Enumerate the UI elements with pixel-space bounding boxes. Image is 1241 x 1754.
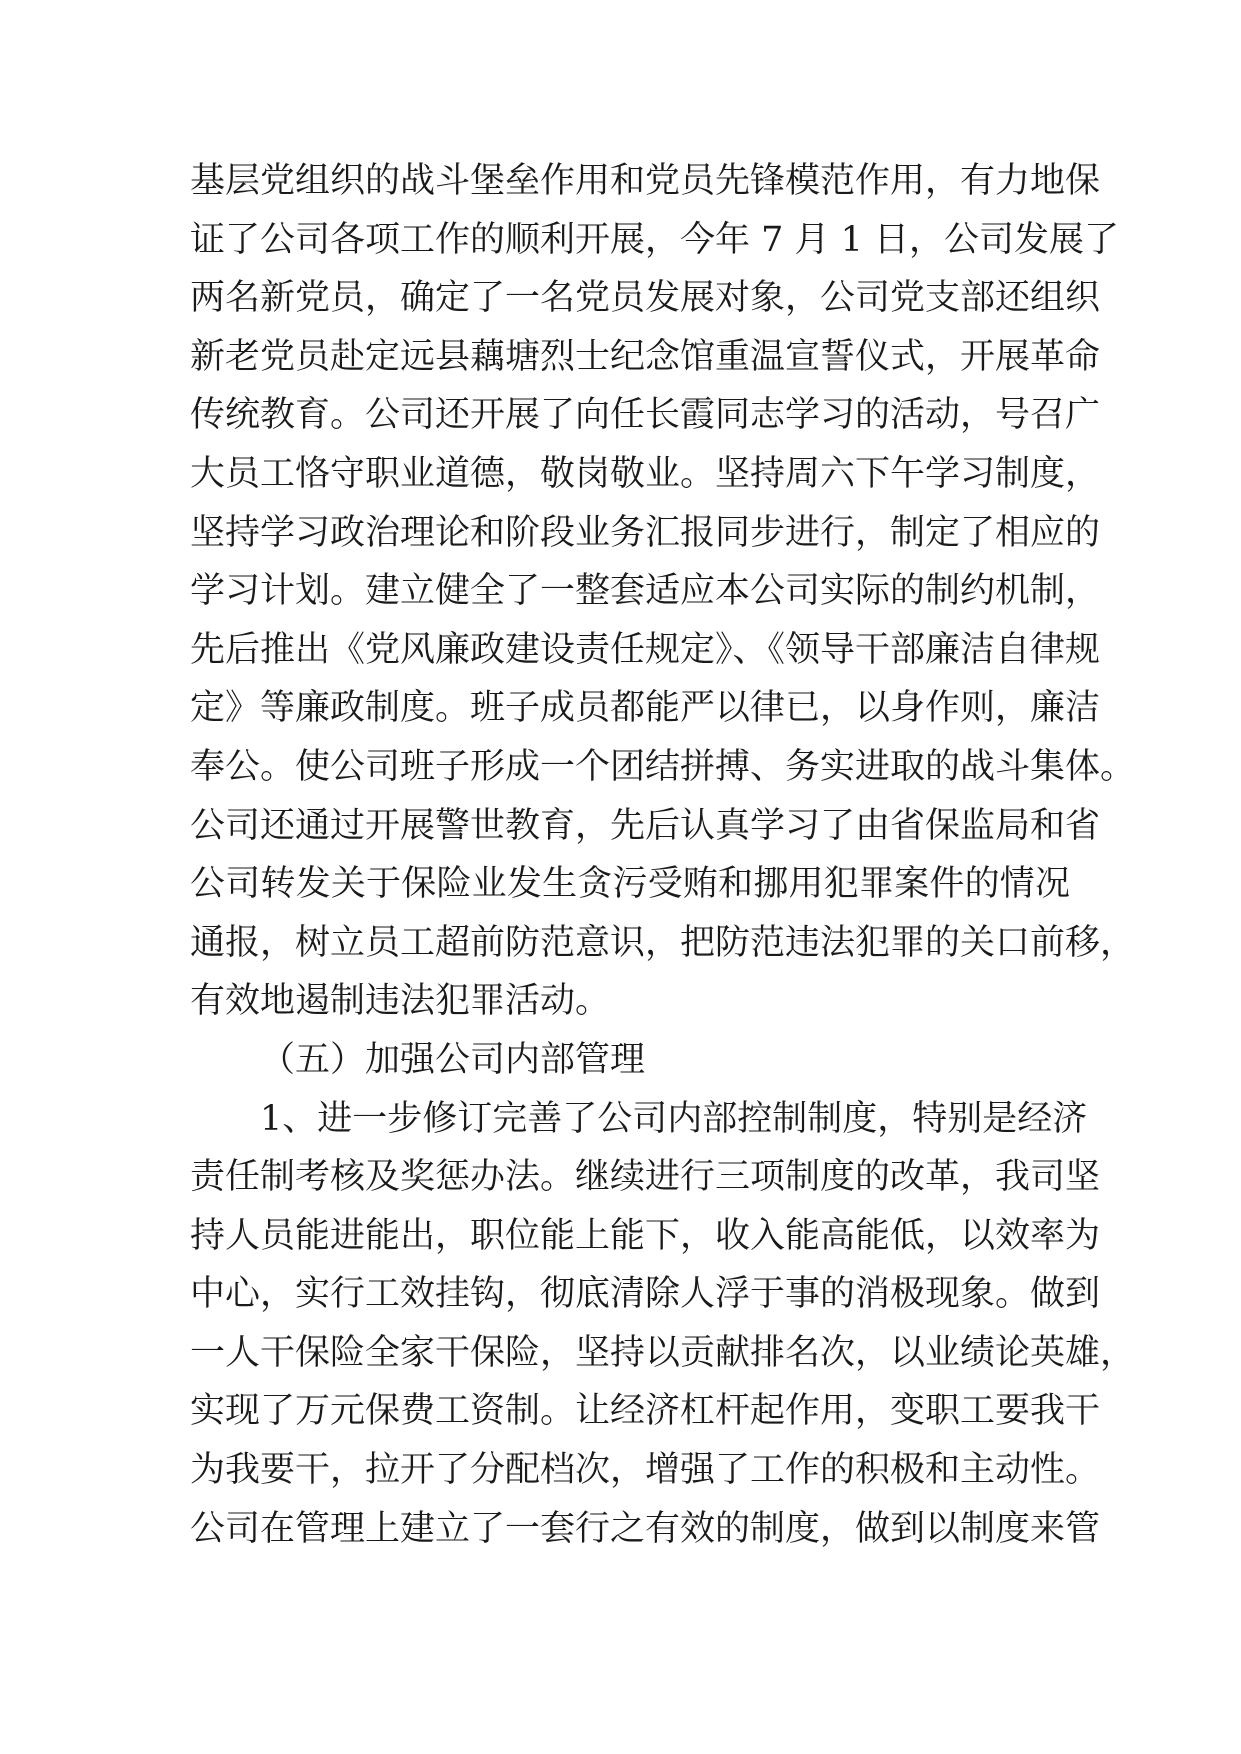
text-line: 两名新党员，确定了一名党员发展对象，公司党支部还组织	[190, 278, 1101, 319]
text-line: 公司转发关于保险业发生贪污受贿和挪用犯罪案件的情况	[190, 864, 1070, 905]
text-line: 证了公司各项工作的顺利开展，今年 7 月 1 日，公司发展了	[190, 219, 1120, 260]
text-line: 新老党员赴定远县藕塘烈士纪念馆重温宣誓仪式，开展革命	[190, 336, 1101, 377]
text-line: 大员工恪守职业道德，敬岗敬业。坚持周六下午学习制度，	[190, 453, 1101, 494]
text-line: 奉公。使公司班子形成一个团结拼搏、务实进取的战斗集体。	[190, 746, 1136, 787]
section-heading	[190, 1031, 1070, 1090]
text-line: 有效地遏制违法犯罪活动。	[190, 981, 611, 1022]
paragraph-party-building	[190, 152, 1136, 1031]
text-line: 公司还通过开展警世教育，先后认真学习了由省保监局和省	[190, 805, 1101, 846]
text-line: 通报，树立员工超前防范意识，把防范违法犯罪的关口前移，	[190, 922, 1136, 963]
text-line: 一人干保险全家干保险，坚持以贡献排名次，以业绩论英雄，	[190, 1332, 1136, 1373]
text-line: 传统教育。公司还开展了向任长霞同志学习的活动，号召广	[190, 395, 1101, 436]
text-line: 为我要干，拉开了分配档次，增强了工作的积极和主动性。	[190, 1450, 1101, 1491]
text-line: 坚持学习政治理论和阶段业务汇报同步进行，制定了相应的	[190, 512, 1101, 553]
text-line: 基层党组织的战斗堡垒作用和党员先锋模范作用，有力地保	[190, 161, 1101, 201]
heading-internal-management: （五）加强公司内部管理	[260, 1039, 646, 1080]
text-line: 先后推出《党风廉政建设责任规定》、《领导干部廉洁自律规	[190, 629, 1101, 670]
text-line: 实现了万元保费工资制。让经济杠杆起作用，变职工要我干	[190, 1391, 1101, 1432]
text-line: 持人员能进能出，职位能上能下，收入能高能低，以效率为	[190, 1215, 1101, 1256]
text-line: 公司在管理上建立了一套行之有效的制度，做到以制度来管	[190, 1508, 1101, 1549]
paragraph-internal-control	[190, 1090, 1136, 1559]
text-line: 1、进一步修订完善了公司内部控制制度，特别是经济	[260, 1098, 1088, 1139]
document-body	[190, 152, 1136, 1558]
text-line: 定》等廉政制度。班子成员都能严以律已，以身作则，廉洁	[190, 688, 1101, 729]
text-line: 中心，实行工效挂钩，彻底清除人浮于事的消极现象。做到	[190, 1274, 1101, 1315]
text-line: 责任制考核及奖惩办法。继续进行三项制度的改革，我司坚	[190, 1157, 1101, 1198]
text-line: 学习计划。建立健全了一整套适应本公司实际的制约机制，	[190, 571, 1101, 612]
